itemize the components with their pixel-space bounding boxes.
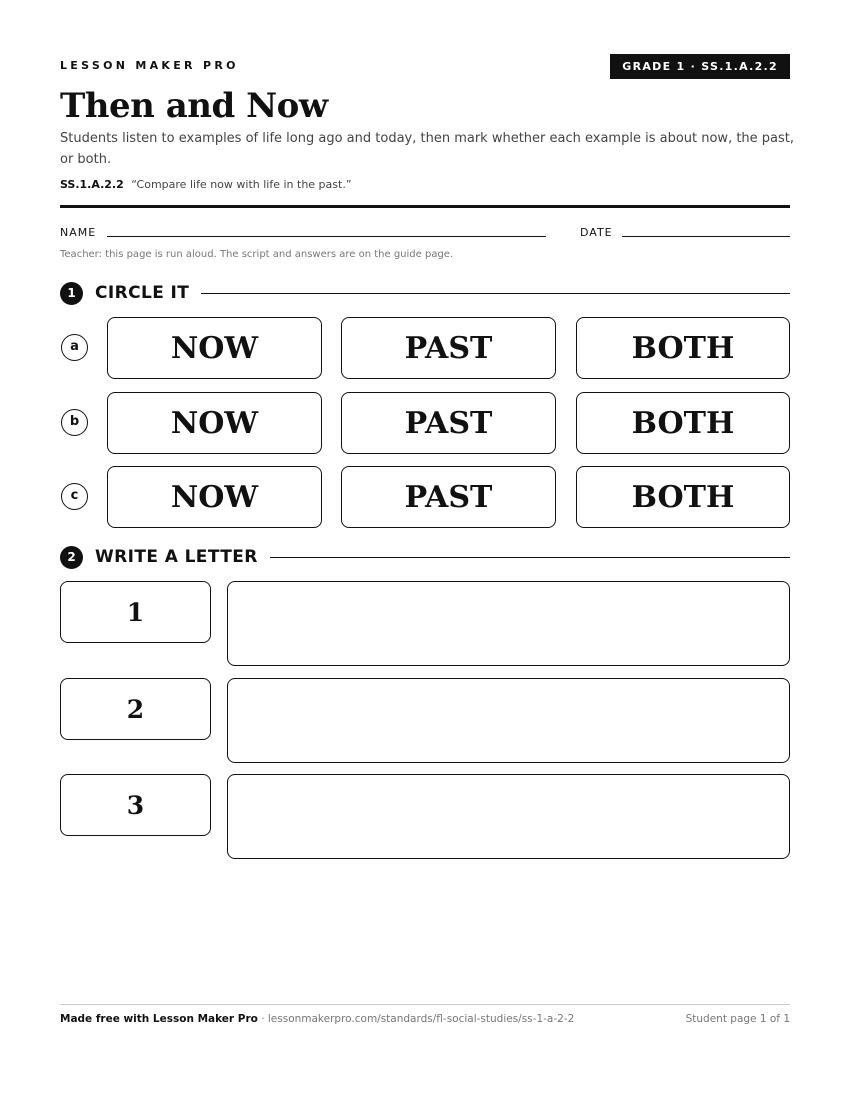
choice-now-c[interactable]: NOW <box>107 466 322 528</box>
standard-text: “Compare life now with life in the past.” <box>131 178 352 191</box>
item-number-1: 1 <box>60 581 211 643</box>
footer-url[interactable]: lessonmakerpro.com/standards/fl-social-studies/ss-1-a-2-2 <box>267 1013 575 1025</box>
choice-both-c[interactable]: BOTH <box>576 466 790 528</box>
item-number-2: 2 <box>60 678 211 740</box>
section-2-header <box>60 545 790 569</box>
teacher-note: Teacher: this page is run aloud. The script and answers are on the guide page. <box>60 249 454 260</box>
section-1-rule <box>201 293 790 294</box>
name-field[interactable] <box>107 236 546 237</box>
choice-past-c[interactable]: PAST <box>341 466 556 528</box>
footer-credit <box>60 1013 574 1025</box>
section-1-header <box>60 281 790 305</box>
date-field[interactable] <box>622 236 790 237</box>
footer-page-number: Student page 1 of 1 <box>685 1013 790 1025</box>
brand-name: LESSON MAKER PRO <box>60 59 239 72</box>
letter-answer-box-2[interactable] <box>227 678 790 763</box>
choice-past-a[interactable]: PAST <box>341 317 556 379</box>
section-1-number: 1 <box>60 282 83 305</box>
grade-badge: GRADE 1 · SS.1.A.2.2 <box>610 54 790 79</box>
section-2-number: 2 <box>60 546 83 569</box>
name-label: NAME <box>60 226 97 239</box>
choice-now-a[interactable]: NOW <box>107 317 322 379</box>
letter-answer-box-3[interactable] <box>227 774 790 859</box>
footer-made-with: Made free with Lesson Maker Pro <box>60 1013 258 1025</box>
section-2-rule <box>270 557 790 558</box>
footer-separator: · <box>257 1013 268 1025</box>
letter-answer-box-1[interactable] <box>227 581 790 666</box>
standard-line <box>60 178 352 191</box>
choice-both-a[interactable]: BOTH <box>576 317 790 379</box>
choice-past-b[interactable]: PAST <box>341 392 556 454</box>
choice-both-b[interactable]: BOTH <box>576 392 790 454</box>
intro-text: Students listen to examples of life long ago and today, then mark whether each example is about now, the past, or both. <box>60 131 795 167</box>
heavy-divider <box>60 205 790 208</box>
choice-now-b[interactable]: NOW <box>107 392 322 454</box>
standard-code: SS.1.A.2.2 <box>60 178 124 191</box>
date-label: DATE <box>580 226 613 239</box>
row-c-letter: c <box>61 483 88 510</box>
section-2-title: WRITE A LETTER <box>95 547 258 567</box>
row-a-letter: a <box>61 334 88 361</box>
item-number-3: 3 <box>60 774 211 836</box>
row-b-letter: b <box>61 409 88 436</box>
section-1-title: CIRCLE IT <box>95 283 190 303</box>
footer-divider <box>60 1004 790 1005</box>
page-title: Then and Now <box>60 86 328 126</box>
